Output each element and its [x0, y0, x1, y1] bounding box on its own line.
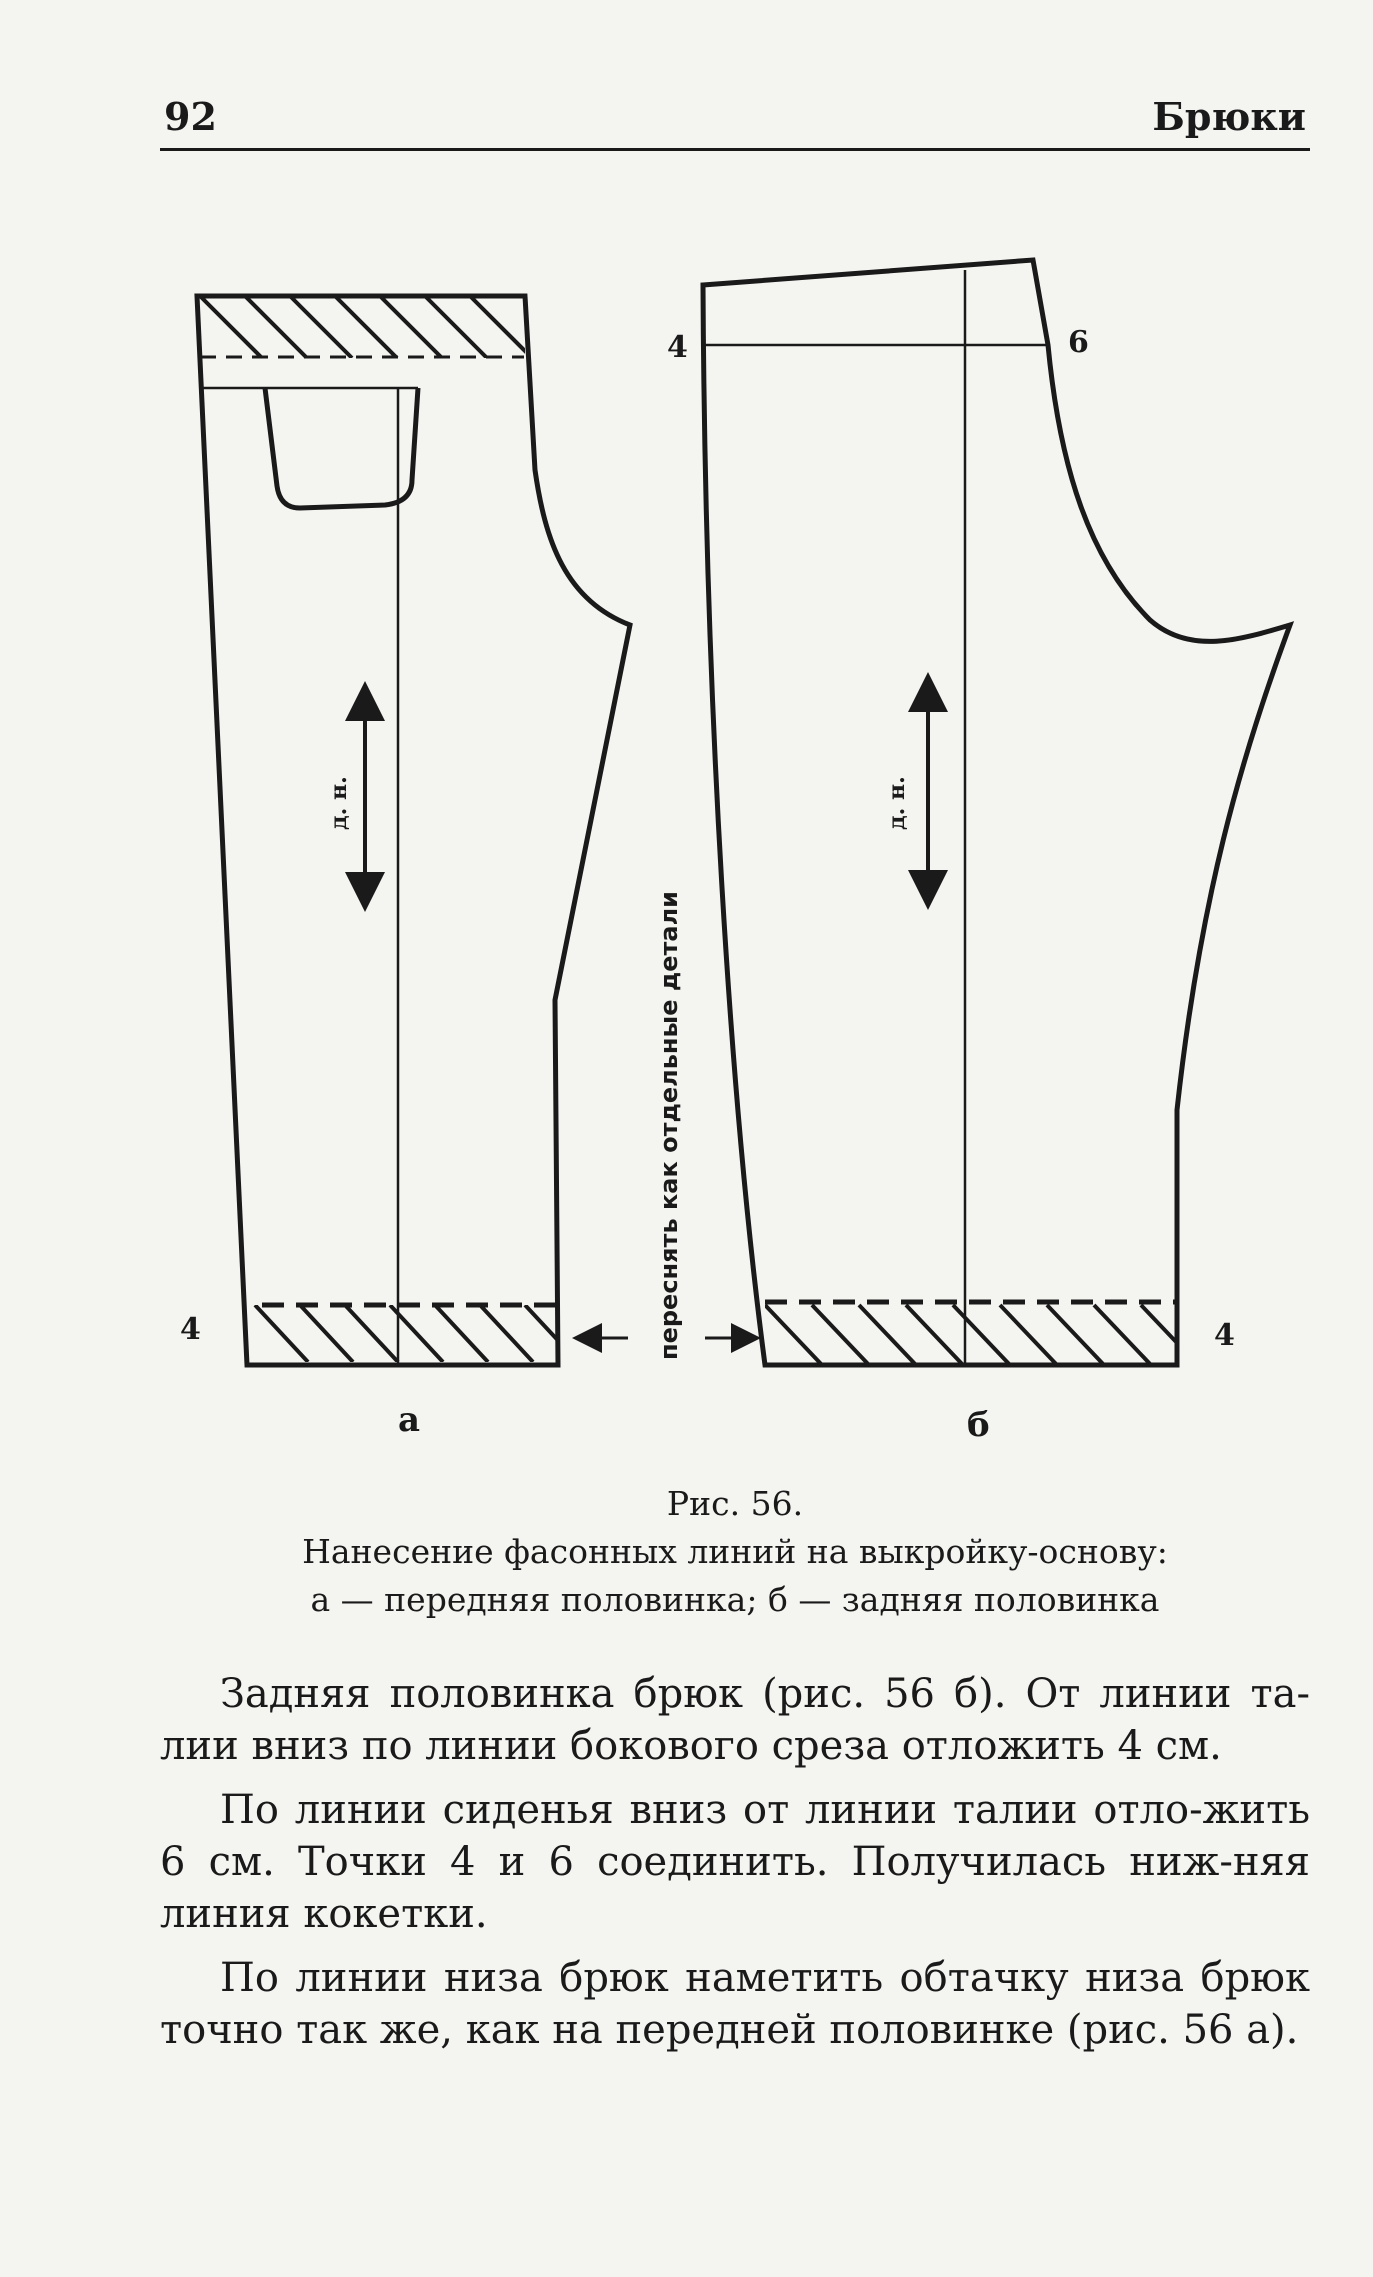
paragraph: По линии сиденья вниз от линии талии отло-жить 6 см. Точки 4 и 6 соединить. Получилась ниж-няя линия кокетки. [160, 1787, 1310, 1937]
back-half-outline [703, 260, 1290, 1365]
chapter-title: Брюки [1152, 94, 1306, 139]
front-hem-point-label: 4 [180, 1312, 201, 1347]
caption-line-2: а — передняя половинка; б — задняя половинка [310, 1580, 1160, 1619]
front-pocket-outline [265, 388, 418, 508]
back-waist-side-point-label: 4 [667, 330, 688, 365]
figure-56: 4 4 6 4 д. н. д. н. переснять как отдельные детали а б [0, 0, 1373, 1500]
body-text [160, 1668, 1310, 2068]
back-half-sublabel: б [967, 1405, 990, 1445]
back-hem-point-label: 4 [1214, 1318, 1235, 1353]
back-waist-seat-point-label: 6 [1068, 325, 1089, 360]
front-half-sublabel: а [398, 1400, 421, 1440]
caption-line-1: Нанесение фасонных линий на выкройку-основу: [302, 1532, 1168, 1571]
page-number: 92 [164, 94, 217, 139]
paragraph: По линии низа брюк наметить обтачку низа брюк точно так же, как на передней половинке (рис. 56 а). [160, 1955, 1310, 2053]
front-hem-hatching [255, 1305, 578, 1362]
back-hem-hatching [765, 1305, 1198, 1365]
caption-title: Рис. 56. [666, 1484, 804, 1523]
figure-caption [160, 1480, 1310, 1624]
front-waistband-hatching [200, 296, 532, 358]
paragraph: Задняя половинка брюк (рис. 56 б). От линии та-лии вниз по линии бокового среза отложить 4 см. [160, 1671, 1310, 1769]
